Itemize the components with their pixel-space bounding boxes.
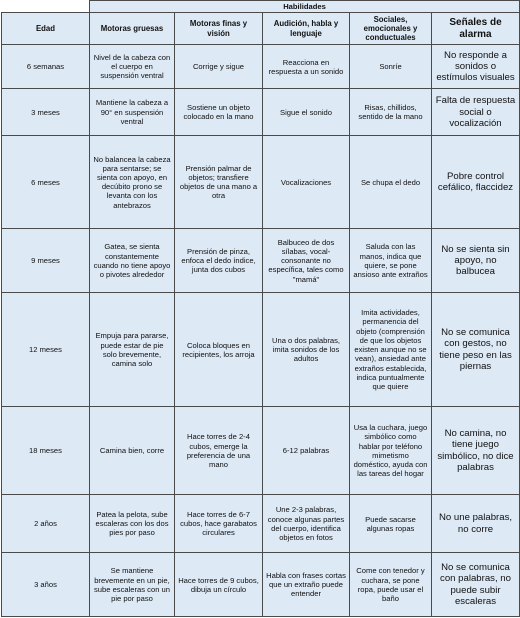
- cell-fine-motor: Sostiene un objeto colocado en la mano: [175, 89, 263, 136]
- cell-gross-motor: Gatea, se sienta constantemente cuando no tiene apoyo o pivotes alrededor: [90, 229, 175, 293]
- development-milestones-table: [1, 0, 520, 617]
- cell-age: 12 meses: [2, 293, 90, 407]
- cell-age: 18 meses: [2, 407, 90, 495]
- header-fine-motor: Motoras finas y visión: [175, 13, 263, 45]
- development-table-container: [1, 0, 519, 617]
- cell-gross-motor: Se mantiene brevemente en un pie, sube escaleras con un pie por paso: [90, 553, 175, 617]
- corner-blank-cell: [2, 1, 90, 13]
- cell-fine-motor: Prensión de pinza, enfoca el dedo índice, junta dos cubos: [175, 229, 263, 293]
- table-row: [2, 229, 520, 293]
- cell-gross-motor: Camina bien, corre: [90, 407, 175, 495]
- cell-fine-motor: Hace torres de 9 cubos, dibuja un círculo: [175, 553, 263, 617]
- cell-warning-signs: No se sienta sin apoyo, no balbucea: [432, 229, 520, 293]
- cell-social-emotional: Come con tenedor y cuchara, se pone ropa, puede usar el baño: [350, 553, 432, 617]
- cell-fine-motor: Hace torres de 2-4 cubos, emerge la preferencia de una mano: [175, 407, 263, 495]
- cell-social-emotional: Sonríe: [350, 45, 432, 89]
- cell-fine-motor: Hace torres de 6-7 cubos, hace garabatos circulares: [175, 495, 263, 553]
- cell-hearing-language: Sigue el sonido: [263, 89, 350, 136]
- header-age: Edad: [2, 13, 90, 45]
- table-row: [2, 89, 520, 136]
- cell-age: 3 meses: [2, 89, 90, 136]
- cell-hearing-language: Reacciona en respuesta a un sonido: [263, 45, 350, 89]
- cell-hearing-language: Vocalizaciones: [263, 136, 350, 229]
- cell-hearing-language: Una o dos palabras, imita sonidos de los adultos: [263, 293, 350, 407]
- cell-gross-motor: Mantiene la cabeza a 90° en suspensión ventral: [90, 89, 175, 136]
- cell-warning-signs: No se comunica con palabras, no puede subir escaleras: [432, 553, 520, 617]
- table-title: Habilidades: [90, 1, 520, 13]
- table-title-row: [2, 1, 520, 13]
- cell-social-emotional: Risas, chillidos, sentido de la mano: [350, 89, 432, 136]
- cell-gross-motor: No balancea la cabeza para sentarse; se sienta con apoyo, en decúbito prono se levanta con los antebrazos: [90, 136, 175, 229]
- table-header-row: [2, 13, 520, 45]
- cell-hearing-language: 6-12 palabras: [263, 407, 350, 495]
- cell-gross-motor: Nivel de la cabeza con el cuerpo en suspensión ventral: [90, 45, 175, 89]
- header-gross-motor: Motoras gruesas: [90, 13, 175, 45]
- cell-gross-motor: Empuja para pararse, puede estar de pie solo brevemente, camina solo: [90, 293, 175, 407]
- cell-hearing-language: Habla con frases cortas que un extraño puede entender: [263, 553, 350, 617]
- cell-fine-motor: Prensión palmar de objetos; transfiere objetos de una mano a otra: [175, 136, 263, 229]
- cell-warning-signs: No se comunica con gestos, no tiene peso en las piernas: [432, 293, 520, 407]
- cell-warning-signs: No une palabras, no corre: [432, 495, 520, 553]
- cell-hearing-language: Une 2-3 palabras, conoce algunas partes del cuerpo, identifica objetos en fotos: [263, 495, 350, 553]
- table-row: [2, 495, 520, 553]
- cell-social-emotional: Usa la cuchara, juego simbólico como hablar por teléfono mimetismo doméstico, ayuda con las tareas del hogar: [350, 407, 432, 495]
- cell-social-emotional: Imita actividades, permanencia del objeto (comprensión de que los objetos existen aunque no se vean), ansiedad ante extraños establecida, indica puntualmente que quiere: [350, 293, 432, 407]
- cell-fine-motor: Coloca bloques en recipientes, los arroja: [175, 293, 263, 407]
- table-row: [2, 293, 520, 407]
- header-social-emotional: Sociales, emocionales y conductuales: [350, 13, 432, 45]
- cell-age: 6 meses: [2, 136, 90, 229]
- cell-warning-signs: No camina, no tiene juego simbólico, no dice palabras: [432, 407, 520, 495]
- cell-social-emotional: Saluda con las manos, indica que quiere, se pone ansioso ante extraños: [350, 229, 432, 293]
- cell-age: 6 semanas: [2, 45, 90, 89]
- cell-social-emotional: Se chupa el dedo: [350, 136, 432, 229]
- cell-age: 9 meses: [2, 229, 90, 293]
- cell-hearing-language: Balbuceo de dos sílabas, vocal-consonante no específica, tales como "mamá": [263, 229, 350, 293]
- cell-gross-motor: Patea la pelota, sube escaleras con los dos pies por paso: [90, 495, 175, 553]
- cell-fine-motor: Corrige y sigue: [175, 45, 263, 89]
- header-hearing-language: Audición, habla y lenguaje: [263, 13, 350, 45]
- table-row: [2, 407, 520, 495]
- table-row: [2, 136, 520, 229]
- table-row: [2, 45, 520, 89]
- cell-age: 2 años: [2, 495, 90, 553]
- cell-warning-signs: Pobre control cefálico, flaccidez: [432, 136, 520, 229]
- table-row: [2, 553, 520, 617]
- cell-age: 3 años: [2, 553, 90, 617]
- cell-warning-signs: Falta de respuesta social o vocalización: [432, 89, 520, 136]
- header-warning-signs: Señales de alarma: [432, 13, 520, 45]
- cell-social-emotional: Puede sacarse algunas ropas: [350, 495, 432, 553]
- cell-warning-signs: No responde a sonidos o estímulos visuales: [432, 45, 520, 89]
